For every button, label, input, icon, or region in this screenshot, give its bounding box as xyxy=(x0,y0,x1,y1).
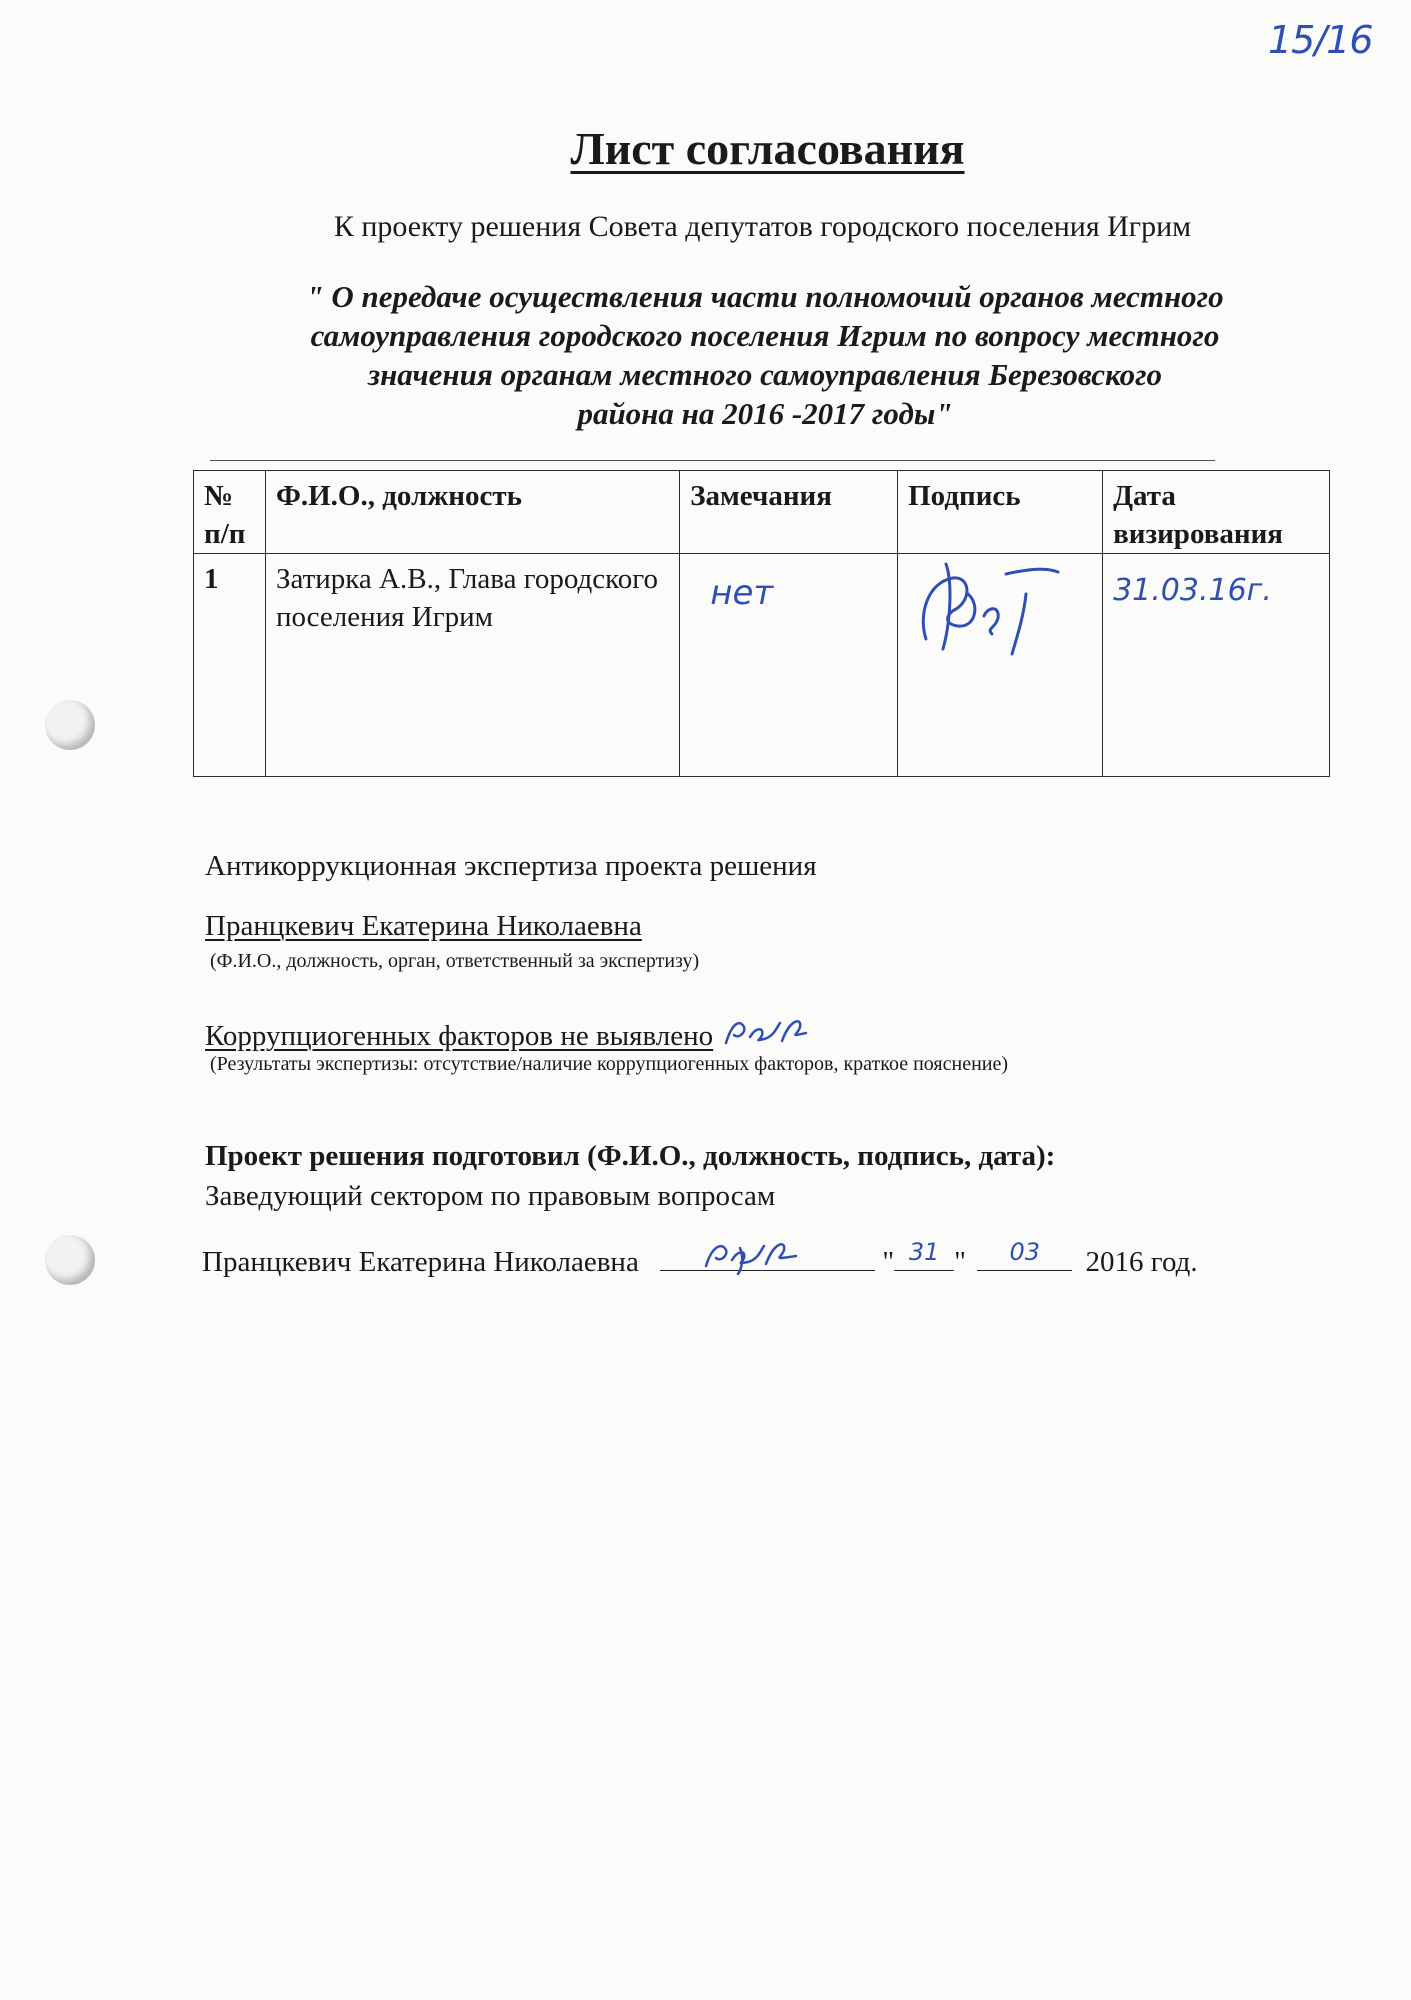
page-title: Лист согласования xyxy=(570,123,965,174)
subtitle: К проекту решения Совета депутатов городского поселения Игрим xyxy=(333,210,1192,243)
divider xyxy=(210,460,1215,461)
approval-table xyxy=(193,470,1330,777)
month-blank: 03 xyxy=(977,1240,1072,1271)
prepared-signature-mark xyxy=(700,1238,810,1276)
header-remarks: Замечания xyxy=(680,471,898,554)
cell-signature xyxy=(898,554,1103,777)
day-blank: 31 xyxy=(894,1240,954,1271)
cell-num: 1 xyxy=(194,554,266,777)
year-text: 2016 год. xyxy=(1085,1246,1198,1278)
punch-hole xyxy=(45,700,95,750)
prepared-signature-line: Пранцкевич Екатерина Николаевна " 31 " 03 2016 год. xyxy=(202,1238,1198,1278)
expert-name: Пранцкевич Екатерина Николаевна xyxy=(205,910,642,942)
expertise-result: Коррупциогенных факторов не выявлено xyxy=(205,1020,714,1052)
expertise-result-line xyxy=(205,1013,810,1053)
page-number: 15/16 xyxy=(1268,18,1373,62)
heading-line: самоуправления городского поселения Игрим по вопросу местного xyxy=(310,318,1220,353)
cell-name: Затирка А.В., Глава городского поселения Игрим xyxy=(265,554,679,777)
signature-mark xyxy=(898,554,1098,664)
punch-hole xyxy=(45,1235,95,1285)
cell-remarks: нет xyxy=(680,554,898,777)
signature-blank xyxy=(660,1240,875,1271)
header-num: № п/п xyxy=(194,471,266,554)
expertise-result-caption: (Результаты экспертизы: отсутствие/наличие коррупциогенных факторов, краткое пояснение) xyxy=(210,1053,1009,1075)
header-name: Ф.И.О., должность xyxy=(265,471,679,554)
heading-line: района на 2016 -2017 годы" xyxy=(577,396,953,431)
cell-date: 31.03.16г. xyxy=(1103,554,1330,777)
document-heading xyxy=(0,277,1411,433)
heading-line: " О передаче осуществления части полномочий органов местного xyxy=(306,279,1224,314)
prepared-position: Заведующий сектором по правовым вопросам xyxy=(205,1180,776,1212)
expertise-title: Антикоррукционная экспертиза проекта решения xyxy=(205,850,817,882)
expert-signature-mark xyxy=(720,1013,810,1053)
table-header-row xyxy=(194,471,1330,554)
header-signature: Подпись xyxy=(898,471,1103,554)
heading-line: значения органам местного самоуправления Березовского xyxy=(367,357,1163,392)
expert-caption: (Ф.И.О., должность, орган, ответственный за экспертизу) xyxy=(210,950,700,972)
prepared-name: Пранцкевич Екатерина Николаевна xyxy=(202,1246,639,1278)
header-date: Дата визирования xyxy=(1103,471,1330,554)
table-row xyxy=(194,554,1330,777)
prepared-label: Проект решения подготовил (Ф.И.О., должность, подпись, дата): xyxy=(205,1140,1056,1172)
